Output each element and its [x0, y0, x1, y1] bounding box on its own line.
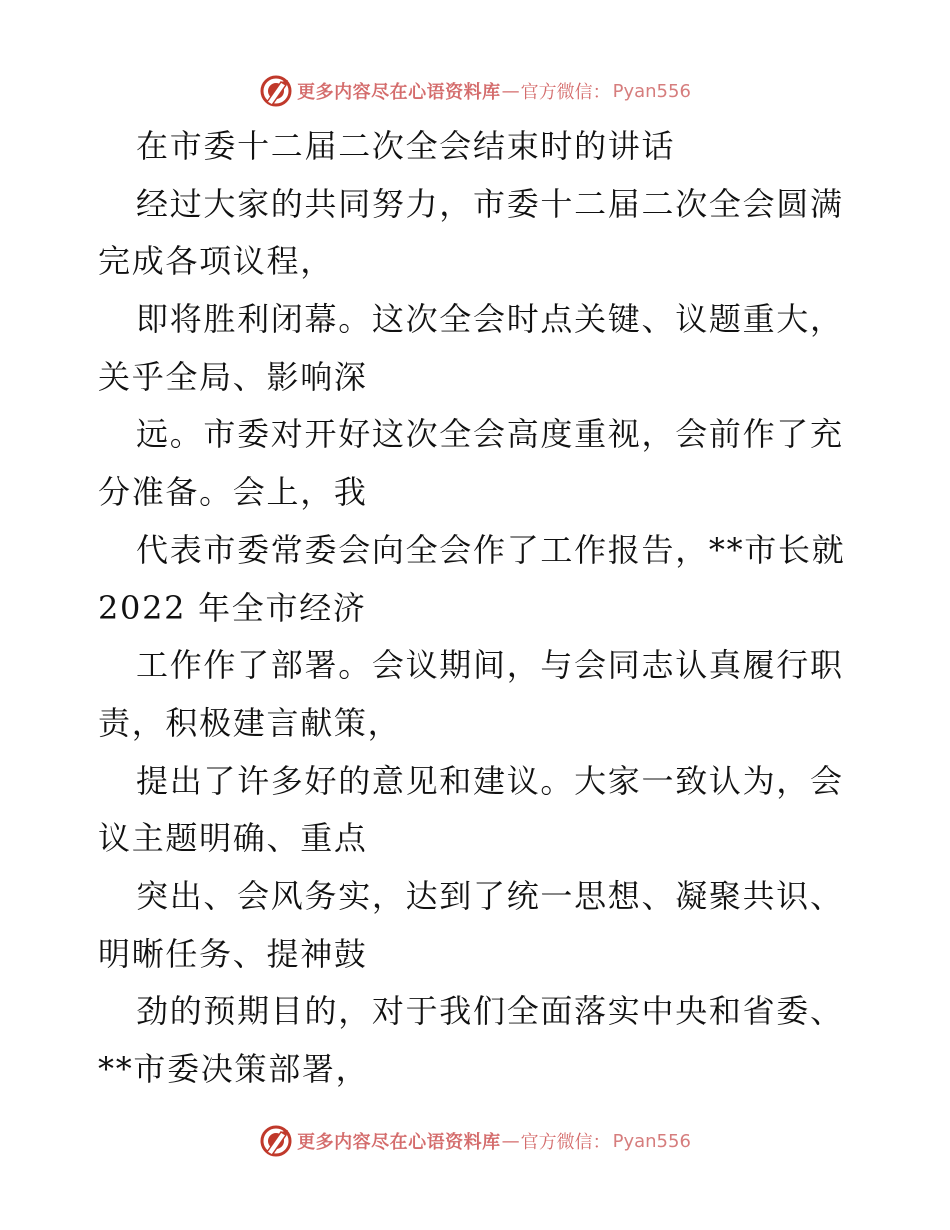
- document-body: [98, 118, 858, 1099]
- watermark-site-name: 更多内容尽在心语资料库: [297, 1132, 501, 1153]
- header-watermark: [0, 69, 950, 113]
- text-line: 经过大家的共同努力，市委十二届二次全会圆满: [136, 184, 844, 223]
- text-line: 即将胜利闭幕。这次全会时点关键、议题重大，: [136, 300, 844, 339]
- watermark-site-name: 更多内容尽在心语资料库: [297, 82, 501, 103]
- text-line: 分准备。会上，我: [98, 473, 368, 512]
- pen-logo-icon: [259, 74, 293, 108]
- watermark-wechat-label: 官方微信：: [520, 82, 611, 103]
- text-line: 提出了许多好的意见和建议。大家一致认为，会: [136, 761, 844, 800]
- footer-watermark: [0, 1119, 950, 1163]
- text-line: 明晰任务、提神鼓: [98, 934, 368, 973]
- text-line: 责，积极建言献策，: [98, 703, 402, 742]
- text-line: 代表市委常委会向全会作了工作报告，**市长就: [136, 530, 846, 569]
- text-line: 工作作了部署。会议期间，与会同志认真履行职: [136, 646, 844, 685]
- text-line: 议主题明确、重点: [98, 819, 368, 858]
- pen-logo-icon: [259, 1124, 293, 1158]
- text-line: 突出、会风务实，达到了统一思想、凝聚共识、: [136, 876, 844, 915]
- text-line: 关乎全局、影响深: [98, 357, 368, 396]
- watermark-wechat-label: 官方微信：: [520, 1132, 611, 1153]
- text-line: 劲的预期目的，对于我们全面落实中央和省委、: [136, 992, 844, 1031]
- text-line: 完成各项议程，: [98, 242, 334, 281]
- watermark-dash: —: [501, 1130, 520, 1152]
- watermark-wechat-id: Pyan556: [612, 80, 691, 102]
- watermark-wechat-id: Pyan556: [612, 1130, 691, 1152]
- text-line: 2022 年全市经济: [98, 588, 367, 627]
- watermark-dash: —: [501, 80, 520, 102]
- text-line: 在市委十二届二次全会结束时的讲话: [136, 127, 676, 165]
- text-line: **市委决策部署，: [98, 1050, 370, 1088]
- text-line: 远。市委对开好这次全会高度重视，会前作了充: [136, 415, 844, 454]
